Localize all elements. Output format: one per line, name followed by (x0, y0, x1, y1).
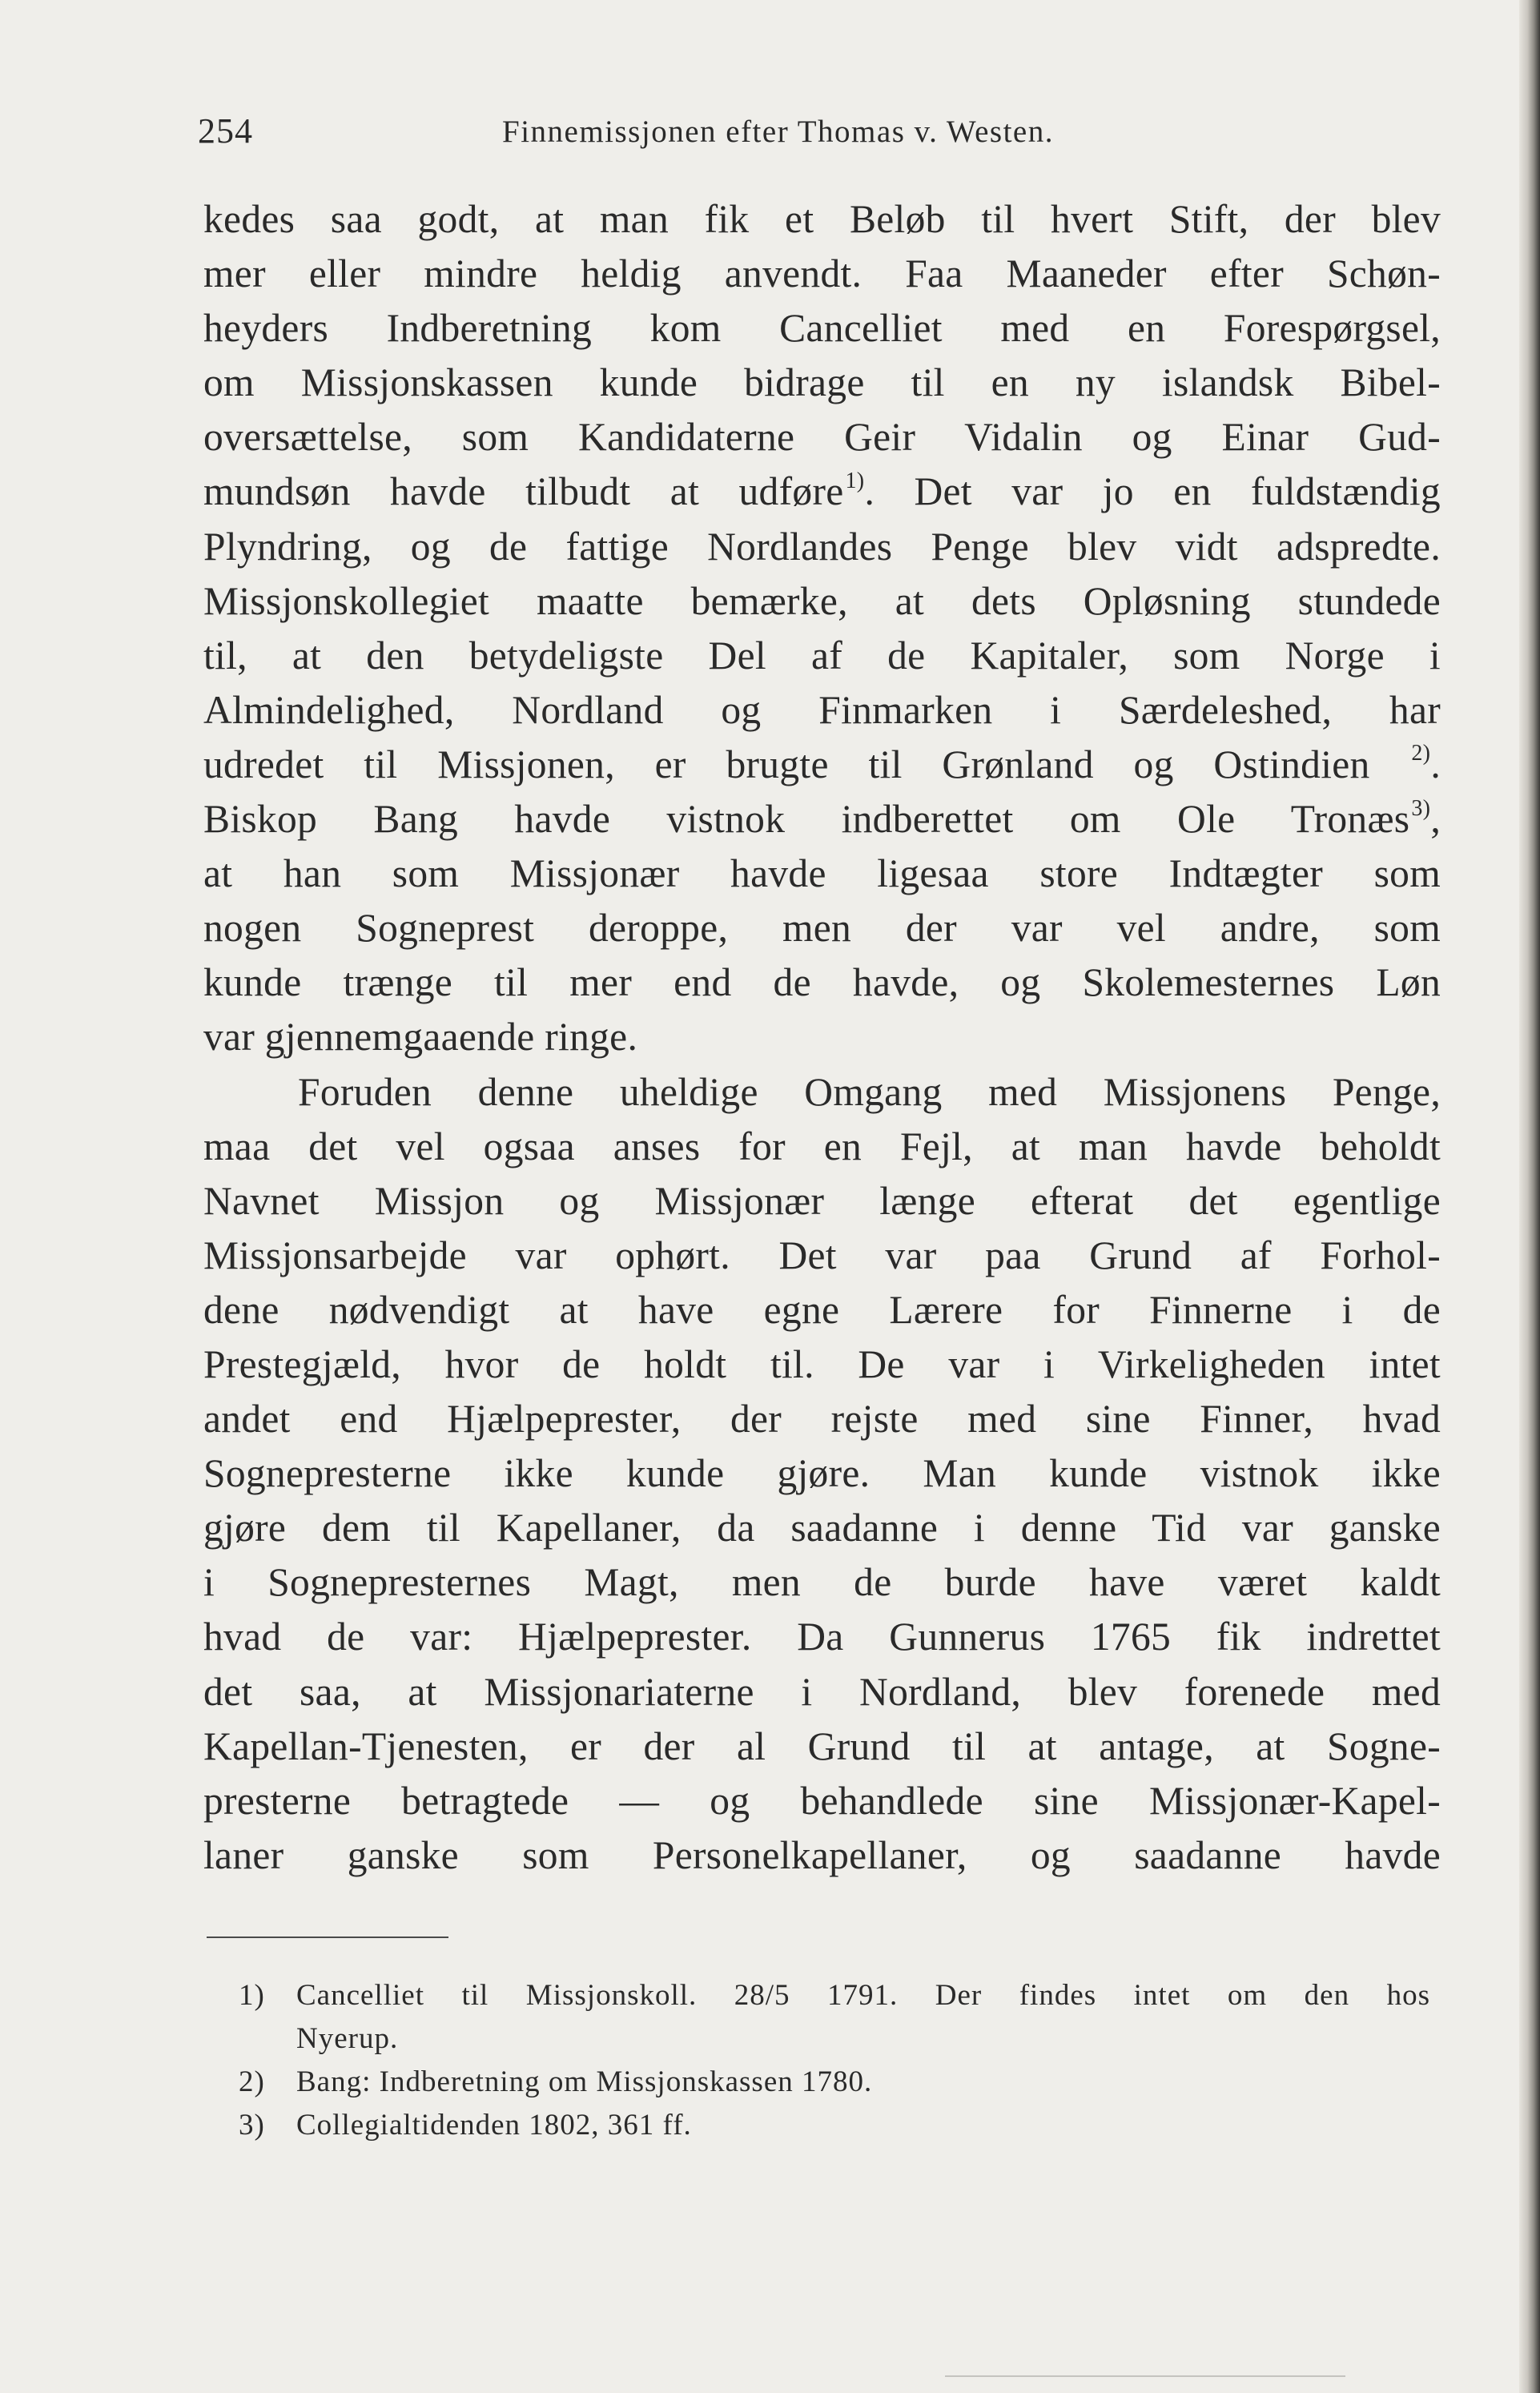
page-number: 254 (198, 111, 253, 151)
text-fragment: Biskop Bang havde vistnok indberettet om Ole Tronæs (203, 797, 1410, 842)
text-line: nogen Sogneprest deroppe, men der var vel andre, som (203, 906, 1441, 951)
running-title: Finnemissjonen efter Thomas v. Westen. (502, 115, 1054, 149)
page-edge-shadow (1519, 0, 1540, 2393)
text-line: Prestegjæld, hvor de holdt til. De var i Virkeligheden intet (203, 1341, 1441, 1386)
footnote-line: Collegialtidenden 1802, 361 ff. (296, 2109, 692, 2142)
text-line: mer eller mindre heldig anvendt. Faa Maaneder efter Schøn- (203, 251, 1441, 296)
text-line: kunde trænge til mer end de havde, og Skolemesternes Løn (203, 960, 1441, 1005)
text-line-paragraph-start: Foruden denne uheldige Omgang med Missjonens Penge, (298, 1069, 1441, 1114)
footnote-3 (239, 2104, 1430, 2147)
text-line: hvad de var: Hjælpeprester. Da Gunnerus 1765 fik indrettet (203, 1615, 1441, 1659)
page-mark (945, 2375, 1345, 2377)
footnote-reference: 3) (1411, 795, 1431, 821)
footnotes (239, 1974, 1430, 2147)
text-line-with-footnote (203, 738, 1441, 792)
text-line: Navnet Missjon og Missjonær længe efterat det egentlige (203, 1178, 1441, 1223)
text-line: maa det vel ogsaa anses for en Fejl, at man havde beholdt (203, 1124, 1441, 1168)
text-line: oversættelse, som Kandidaterne Geir Vidalin og Einar Gud- (203, 415, 1441, 460)
footnote-text (296, 2061, 1430, 2104)
text-line: Plyndring, og de fattige Nordlandes Penge blev vidt adspredte. (203, 524, 1441, 569)
footnote-reference: 2) (1411, 741, 1431, 766)
text-line: om Missjonskassen kunde bidrage til en ny islandsk Bibel- (203, 360, 1441, 405)
text-line: Missjonsarbejde var ophørt. Det var paa Grund af Forhol- (203, 1233, 1441, 1277)
footnote-reference: 1) (845, 468, 865, 493)
footnote-marker: 3) (239, 2109, 265, 2142)
text-line-with-footnote (203, 792, 1441, 847)
footnote-1 (239, 1974, 1430, 2061)
text-line: Sognepresterne ikke kunde gjøre. Man kunde vistnok ikke (203, 1451, 1441, 1496)
text-line: Almindelighed, Nordland og Finmarken i Særdeleshed, har (203, 687, 1441, 732)
text-line: at han som Missjonær havde ligesaa store Indtægter som (203, 851, 1441, 896)
text-line: dene nødvendigt at have egne Lærere for Finnerne i de (203, 1287, 1441, 1332)
text-line: andet end Hjælpeprester, der rejste med sine Finner, hvad (203, 1397, 1441, 1442)
text-line: i Sognepresternes Magt, men de burde have været kaldt (203, 1560, 1441, 1605)
text-line: var gjennemgaaende ringe. (203, 1015, 638, 1060)
text-fragment: , (1430, 797, 1441, 842)
text-fragment: udredet til Missjonen, er brugte til Grønland og Ostindien (203, 742, 1370, 786)
text-line: Kapellan-Tjenesten, er der al Grund til at antage, at Sogne- (203, 1723, 1441, 1768)
body-text (203, 192, 1441, 1883)
text-fragment: mundsøn havde tilbudt at udføre (203, 469, 844, 514)
footnote-line: Cancelliet til Missjonskoll. 28/5 1791. Der findes intet om den hos (296, 1979, 1430, 2012)
footnote-2 (239, 2061, 1430, 2104)
text-line: laner ganske som Personelkapellaner, og saadanne havde (203, 1832, 1441, 1877)
text-line: kedes saa godt, at man fik et Beløb til hvert Stift, der blev (203, 197, 1441, 241)
text-line: det saa, at Missjonariaterne i Nordland, blev forenede med (203, 1669, 1441, 1714)
text-line: gjøre dem til Kapellaner, da saadanne i denne Tid var ganske (203, 1506, 1441, 1550)
footnote-text (296, 1974, 1430, 2061)
text-fragment: . Det var jo en fuldstændig (864, 469, 1441, 514)
text-line: heyders Indberetning kom Cancelliet med en Forespørgsel, (203, 306, 1441, 351)
footnote-text (296, 2104, 1430, 2147)
footnote-line: Nyerup. (296, 2022, 399, 2055)
running-header (198, 111, 1447, 159)
footnote-line: Bang: Indberetning om Missjonskassen 1780. (296, 2065, 873, 2098)
text-line: Missjonskollegiet maatte bemærke, at dets Opløsning stundede (203, 578, 1441, 623)
text-line-with-footnote (203, 465, 1441, 519)
text-fragment: . (1430, 742, 1441, 786)
text-line: presterne betragtede — og behandlede sine Missjonær-Kapel- (203, 1778, 1441, 1823)
text-line: til, at den betydeligste Del af de Kapitaler, som Norge i (203, 633, 1441, 678)
footnote-marker: 1) (239, 1979, 265, 2012)
footnote-marker: 2) (239, 2065, 265, 2098)
footnote-divider (207, 1937, 448, 1938)
